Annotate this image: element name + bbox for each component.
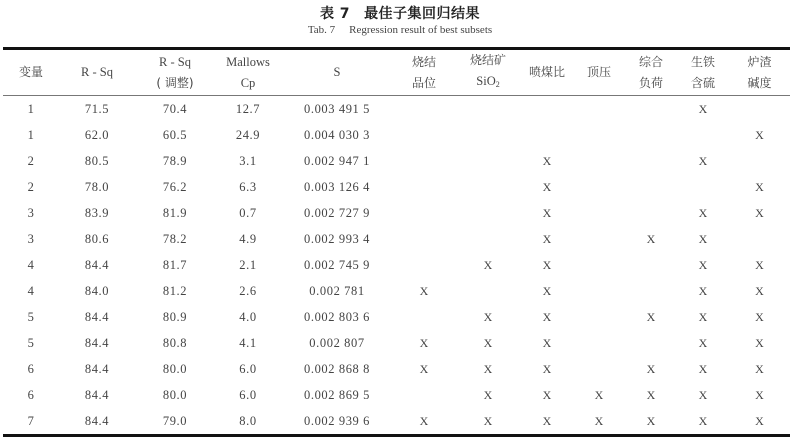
cell-sinter-sio2: [455, 200, 521, 226]
cell-coal-injection: [521, 96, 573, 123]
table-row: [3, 174, 790, 200]
header-coal-injection-ratio: 喷煤比: [528, 65, 565, 79]
cell-rsq-adj: 60.5: [162, 127, 188, 142]
cell-coal-injection: X: [542, 205, 552, 220]
cell-rsq-adj: 76.2: [162, 179, 188, 194]
cell-hot-metal-sulfur: X: [698, 361, 708, 376]
cell-s: 0.002 781: [309, 283, 365, 298]
cell-s: 0.002 947 1: [304, 153, 370, 168]
cell-overall-load: [625, 174, 677, 200]
cell-slag-basicity: X: [755, 309, 764, 324]
header-sinter-grade: 烧结 品位: [411, 54, 436, 90]
cell-top-pressure: [573, 174, 625, 200]
cell-hot-metal-sulfur: X: [698, 309, 708, 324]
cell-coal-injection: [521, 122, 573, 148]
cell-top-pressure: [573, 356, 625, 382]
cell-hot-metal-sulfur: X: [698, 335, 708, 350]
cell-top-pressure: [573, 200, 625, 226]
cell-vars: 1: [27, 101, 35, 116]
cell-mallows-cp: 12.7: [235, 101, 261, 116]
header-mallows-cp: Mallows Cp: [226, 54, 270, 90]
cell-s: 0.003 126 4: [304, 179, 370, 194]
cell-slag-basicity: X: [755, 335, 764, 350]
cell-mallows-cp: 3.1: [239, 153, 257, 168]
cell-rsq-adj: 70.4: [162, 101, 188, 116]
header-sinter-sio2: 烧结矿 SiO$_2$: [469, 53, 506, 89]
cell-top-pressure: [573, 278, 625, 304]
cell-sinter-grade: X: [419, 413, 429, 428]
cell-sinter-grade: [393, 174, 455, 200]
cell-mallows-cp: 6.3: [239, 179, 257, 194]
cell-coal-injection: X: [542, 361, 552, 376]
cell-mallows-cp: 2.1: [239, 257, 257, 272]
cell-vars: 2: [27, 153, 35, 168]
cell-mallows-cp: 24.9: [235, 127, 261, 142]
table-row: [3, 382, 790, 408]
cell-vars: 4: [27, 283, 35, 298]
cell-coal-injection: X: [542, 283, 552, 298]
cell-coal-injection: X: [542, 231, 552, 246]
cell-rsq-adj: 81.2: [162, 283, 188, 298]
cell-coal-injection: X: [542, 309, 552, 324]
cell-vars: 4: [27, 257, 35, 272]
cell-overall-load: X: [646, 387, 656, 402]
cell-rsq-adj: 80.9: [162, 309, 188, 324]
cell-sinter-sio2: X: [483, 387, 493, 402]
header-hot-metal-sulfur: 生铁 含硫: [690, 54, 715, 90]
cell-s: 0.002 727 9: [304, 205, 370, 220]
cell-slag-basicity: X: [755, 413, 764, 428]
table-number-cn: 表 7: [319, 6, 351, 22]
cell-mallows-cp: 4.1: [239, 335, 257, 350]
cell-s: 0.002 745 9: [304, 257, 370, 272]
cell-mallows-cp: 0.7: [239, 205, 257, 220]
cell-vars: 1: [27, 127, 35, 142]
table-row: [3, 252, 790, 278]
cell-top-pressure: [573, 330, 625, 356]
cell-coal-injection: X: [542, 387, 552, 402]
header-vars: 变量: [18, 65, 43, 79]
cell-sinter-sio2: [455, 96, 521, 123]
header-slag-basicity: 炉渣 碱度: [747, 54, 772, 90]
table-title-english: [0, 24, 800, 36]
table-row: [3, 356, 790, 382]
cell-vars: 5: [27, 335, 35, 350]
cell-hot-metal-sulfur: X: [698, 387, 708, 402]
cell-slag-basicity: X: [755, 179, 764, 194]
cell-rsq-adj: 79.0: [162, 413, 188, 428]
header-overall-load: 综合 负荷: [638, 54, 663, 90]
cell-rsq-adj: 78.9: [162, 153, 188, 168]
cell-mallows-cp: 8.0: [239, 413, 257, 428]
cell-sinter-grade: [393, 382, 455, 408]
cell-slag-basicity: [729, 96, 790, 123]
cell-sinter-sio2: X: [483, 309, 493, 324]
regression-table-container: [3, 47, 790, 437]
cell-sinter-grade: [393, 200, 455, 226]
cell-sinter-sio2: [455, 278, 521, 304]
cell-overall-load: [625, 330, 677, 356]
cell-hot-metal-sulfur: X: [698, 413, 708, 428]
cell-overall-load: [625, 252, 677, 278]
cell-sinter-grade: X: [419, 283, 429, 298]
cell-overall-load: X: [646, 413, 656, 428]
cell-top-pressure: [573, 304, 625, 330]
cell-slag-basicity: X: [755, 361, 764, 376]
cell-top-pressure: [573, 122, 625, 148]
cell-rsq: 71.5: [84, 101, 110, 116]
cell-rsq: 84.4: [84, 335, 110, 350]
cell-overall-load: X: [646, 231, 656, 246]
cell-s: 0.004 030 3: [304, 127, 370, 142]
table-title-chinese: [0, 3, 800, 23]
cell-rsq: 84.4: [84, 257, 110, 272]
cell-rsq-adj: 81.7: [162, 257, 188, 272]
cell-sinter-sio2: [455, 174, 521, 200]
cell-rsq-adj: 78.2: [162, 231, 188, 246]
cell-rsq: 62.0: [84, 127, 110, 142]
cell-sinter-sio2: X: [483, 413, 493, 428]
cell-s: 0.002 993 4: [304, 231, 370, 246]
table-body: [3, 96, 790, 436]
table-number-en: Tab. 7: [307, 24, 336, 36]
cell-hot-metal-sulfur: [677, 174, 729, 200]
header-rsq: R - Sq: [81, 65, 113, 79]
cell-rsq: 84.4: [84, 413, 110, 428]
cell-overall-load: [625, 122, 677, 148]
cell-rsq: 80.5: [84, 153, 110, 168]
cell-sinter-sio2: [455, 148, 521, 174]
cell-rsq: 84.4: [84, 309, 110, 324]
cell-top-pressure: [573, 226, 625, 252]
cell-slag-basicity: X: [755, 205, 764, 220]
cell-sinter-grade: [393, 304, 455, 330]
cell-coal-injection: X: [542, 179, 552, 194]
cell-hot-metal-sulfur: [677, 122, 729, 148]
cell-rsq: 83.9: [84, 205, 110, 220]
cell-sinter-grade: [393, 226, 455, 252]
cell-coal-injection: X: [542, 413, 552, 428]
cell-vars: 6: [27, 361, 35, 376]
cell-vars: 3: [27, 205, 35, 220]
cell-vars: 7: [27, 413, 35, 428]
cell-sinter-sio2: X: [483, 335, 493, 350]
cell-rsq: 80.6: [84, 231, 110, 246]
table-row: [3, 304, 790, 330]
cell-slag-basicity: [729, 148, 790, 174]
cell-rsq-adj: 80.8: [162, 335, 188, 350]
best-subsets-regression-table: [3, 47, 790, 437]
cell-coal-injection: X: [542, 153, 552, 168]
cell-sinter-sio2: X: [483, 361, 493, 376]
header-s: S: [333, 65, 341, 79]
cell-overall-load: [625, 148, 677, 174]
cell-sinter-grade: [393, 148, 455, 174]
cell-vars: 2: [27, 179, 35, 194]
cell-overall-load: X: [646, 309, 656, 324]
cell-mallows-cp: 4.9: [239, 231, 257, 246]
table-row: [3, 96, 790, 123]
cell-rsq: 84.4: [84, 361, 110, 376]
table-row: [3, 278, 790, 304]
cell-sinter-sio2: [455, 226, 521, 252]
table-row: [3, 226, 790, 252]
cell-slag-basicity: [729, 226, 790, 252]
cell-hot-metal-sulfur: X: [698, 283, 708, 298]
cell-overall-load: [625, 278, 677, 304]
cell-coal-injection: X: [542, 335, 552, 350]
cell-mallows-cp: 2.6: [239, 283, 257, 298]
table-row: [3, 330, 790, 356]
cell-sinter-sio2: [455, 122, 521, 148]
cell-slag-basicity: X: [755, 283, 764, 298]
cell-rsq: 84.0: [84, 283, 110, 298]
cell-overall-load: [625, 96, 677, 123]
cell-s: 0.002 803 6: [304, 309, 370, 324]
table-row: [3, 148, 790, 174]
cell-rsq: 84.4: [84, 387, 110, 402]
cell-rsq: 78.0: [84, 179, 110, 194]
cell-mallows-cp: 6.0: [239, 387, 257, 402]
table-title-en-text: Regression result of best subsets: [349, 24, 493, 36]
cell-rsq-adj: 80.0: [162, 361, 188, 376]
cell-top-pressure: [573, 252, 625, 278]
cell-overall-load: [625, 200, 677, 226]
cell-slag-basicity: X: [755, 127, 764, 142]
header-rsq-adj: R - Sq ( 调整): [156, 54, 194, 90]
table-row: [3, 408, 790, 436]
cell-sinter-grade: X: [419, 361, 429, 376]
cell-sinter-grade: [393, 252, 455, 278]
cell-sinter-sio2: X: [483, 257, 493, 272]
cell-rsq-adj: 81.9: [162, 205, 188, 220]
cell-top-pressure: X: [594, 387, 604, 402]
cell-coal-injection: X: [542, 257, 552, 272]
cell-mallows-cp: 4.0: [239, 309, 257, 324]
cell-hot-metal-sulfur: X: [698, 231, 708, 246]
table-row: [3, 200, 790, 226]
cell-vars: 3: [27, 231, 35, 246]
cell-mallows-cp: 6.0: [239, 361, 257, 376]
cell-slag-basicity: X: [755, 257, 764, 272]
cell-s: 0.002 868 8: [304, 361, 370, 376]
cell-slag-basicity: X: [755, 387, 764, 402]
header-top-pressure: 顶压: [586, 65, 611, 79]
cell-sinter-grade: [393, 96, 455, 123]
cell-sinter-grade: X: [419, 335, 429, 350]
cell-s: 0.002 939 6: [304, 413, 370, 428]
cell-top-pressure: X: [594, 413, 604, 428]
cell-rsq-adj: 80.0: [162, 387, 188, 402]
cell-hot-metal-sulfur: X: [698, 257, 708, 272]
cell-hot-metal-sulfur: X: [698, 205, 708, 220]
table-header-row: [3, 49, 790, 96]
cell-top-pressure: [573, 148, 625, 174]
cell-s: 0.002 807: [309, 335, 365, 350]
cell-hot-metal-sulfur: X: [698, 101, 708, 116]
cell-s: 0.002 869 5: [304, 387, 370, 402]
cell-top-pressure: [573, 96, 625, 123]
cell-vars: 5: [27, 309, 35, 324]
cell-vars: 6: [27, 387, 35, 402]
cell-hot-metal-sulfur: X: [698, 153, 708, 168]
cell-overall-load: X: [646, 361, 656, 376]
table-title-cn-text: 最佳子集回归结果: [364, 6, 481, 22]
table-row: [3, 122, 790, 148]
cell-s: 0.003 491 5: [304, 101, 370, 116]
cell-sinter-grade: [393, 122, 455, 148]
